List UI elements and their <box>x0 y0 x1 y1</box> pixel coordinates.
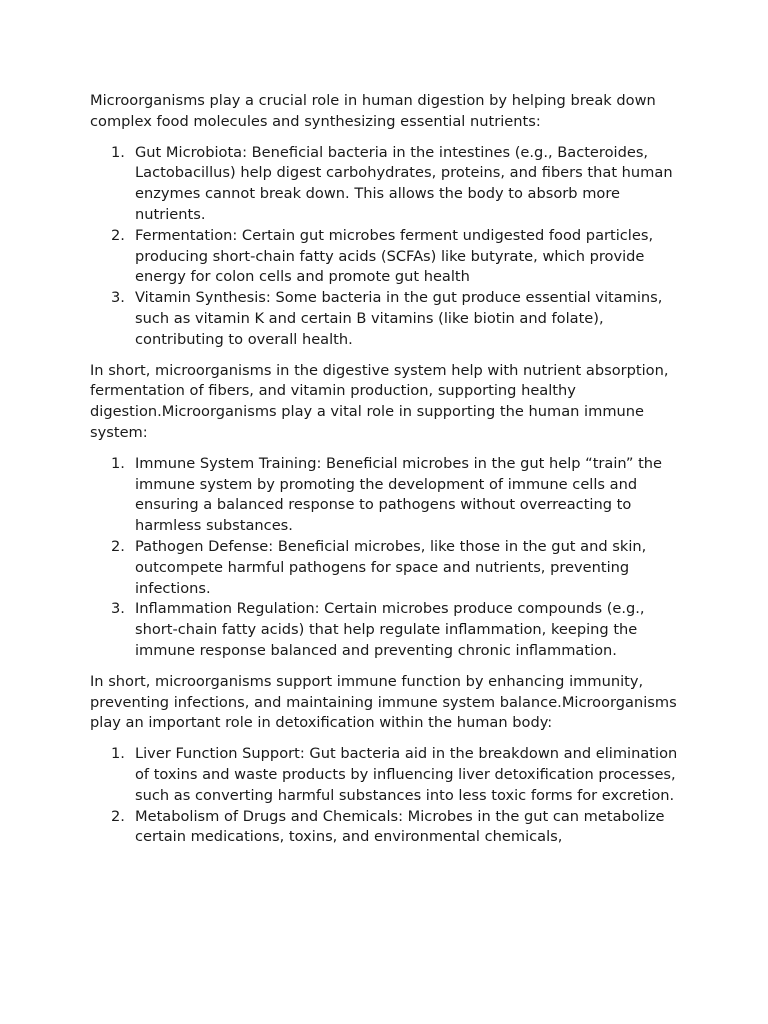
document-page <box>90 91 680 858</box>
list-item <box>111 143 680 226</box>
list-item-text: Inflammation Regulation: Certain microbes produce compounds (e.g., short-chain fatty acids) that help regulate inflammation, keeping the immune response balanced and preventing chronic inflammation. <box>135 600 645 659</box>
list-item-number: 3. <box>111 600 125 618</box>
list-item-text: Immune System Training: Beneficial microbes in the gut help “train” the immune system by promoting the development of immune cells and ensuring a balanced response to pathogens without overreacting to harmless substances. <box>135 454 663 535</box>
list-item <box>111 537 680 599</box>
list-item <box>111 807 680 849</box>
list-item-number: 2. <box>111 537 125 555</box>
list-item-number: 1. <box>111 454 125 472</box>
list-item <box>111 599 680 661</box>
list-item <box>111 226 680 288</box>
list-item-number: 3. <box>111 289 125 307</box>
list-item-number: 2. <box>111 807 125 825</box>
list-item <box>111 288 680 350</box>
digestion-list <box>90 143 680 351</box>
immune-intro-paragraph: In short, microorganisms in the digestive system help with nutrient absorption, fermentation of fibers, and vitamin production, supporting healthy digestion.Microorganisms play a vital role in supporting the human immune system: <box>90 361 669 441</box>
list-item-text: Metabolism of Drugs and Chemicals: Microbes in the gut can metabolize certain medications, toxins, and environmental chemicals, <box>135 807 665 846</box>
list-item-text: Gut Microbiota: Beneficial bacteria in the intestines (e.g., Bacteroides, Lactobacillus) help digest carbohydrates, proteins, and fibers that human enzymes cannot break down. This allows the body to absorb more nutrients. <box>135 143 673 223</box>
list-item-number: 1. <box>111 745 125 763</box>
list-item-text: Pathogen Defense: Beneficial microbes, like those in the gut and skin, outcompete harmful pathogens for space and nutrients, preventing infections. <box>135 537 647 597</box>
list-item-number: 1. <box>111 143 125 161</box>
immune-list <box>90 454 680 662</box>
list-item-text: Vitamin Synthesis: Some bacteria in the gut produce essential vitamins, such as vitamin K and certain B vitamins (like biotin and folate), contributing to overall health. <box>135 289 663 348</box>
digestion-intro-paragraph: Microorganisms play a crucial role in human digestion by helping break down complex food molecules and synthesizing essential nutrients: <box>90 92 656 130</box>
list-item-text: Fermentation: Certain gut microbes ferment undigested food particles, producing short-chain fatty acids (SCFAs) like butyrate, which provide energy for colon cells and promote gut health <box>135 226 654 286</box>
detox-list <box>90 744 680 848</box>
list-item <box>111 454 680 537</box>
list-item-text: Liver Function Support: Gut bacteria aid in the breakdown and elimination of toxins and waste products by influencing liver detoxification processes, such as converting harmful substances into less toxic forms for excretion. <box>135 745 678 804</box>
list-item-number: 2. <box>111 226 125 244</box>
list-item <box>111 744 680 806</box>
detox-intro-paragraph: In short, microorganisms support immune function by enhancing immunity, preventing infections, and maintaining immune system balance.Microorganisms play an important role in detoxification within the human body: <box>90 672 677 732</box>
